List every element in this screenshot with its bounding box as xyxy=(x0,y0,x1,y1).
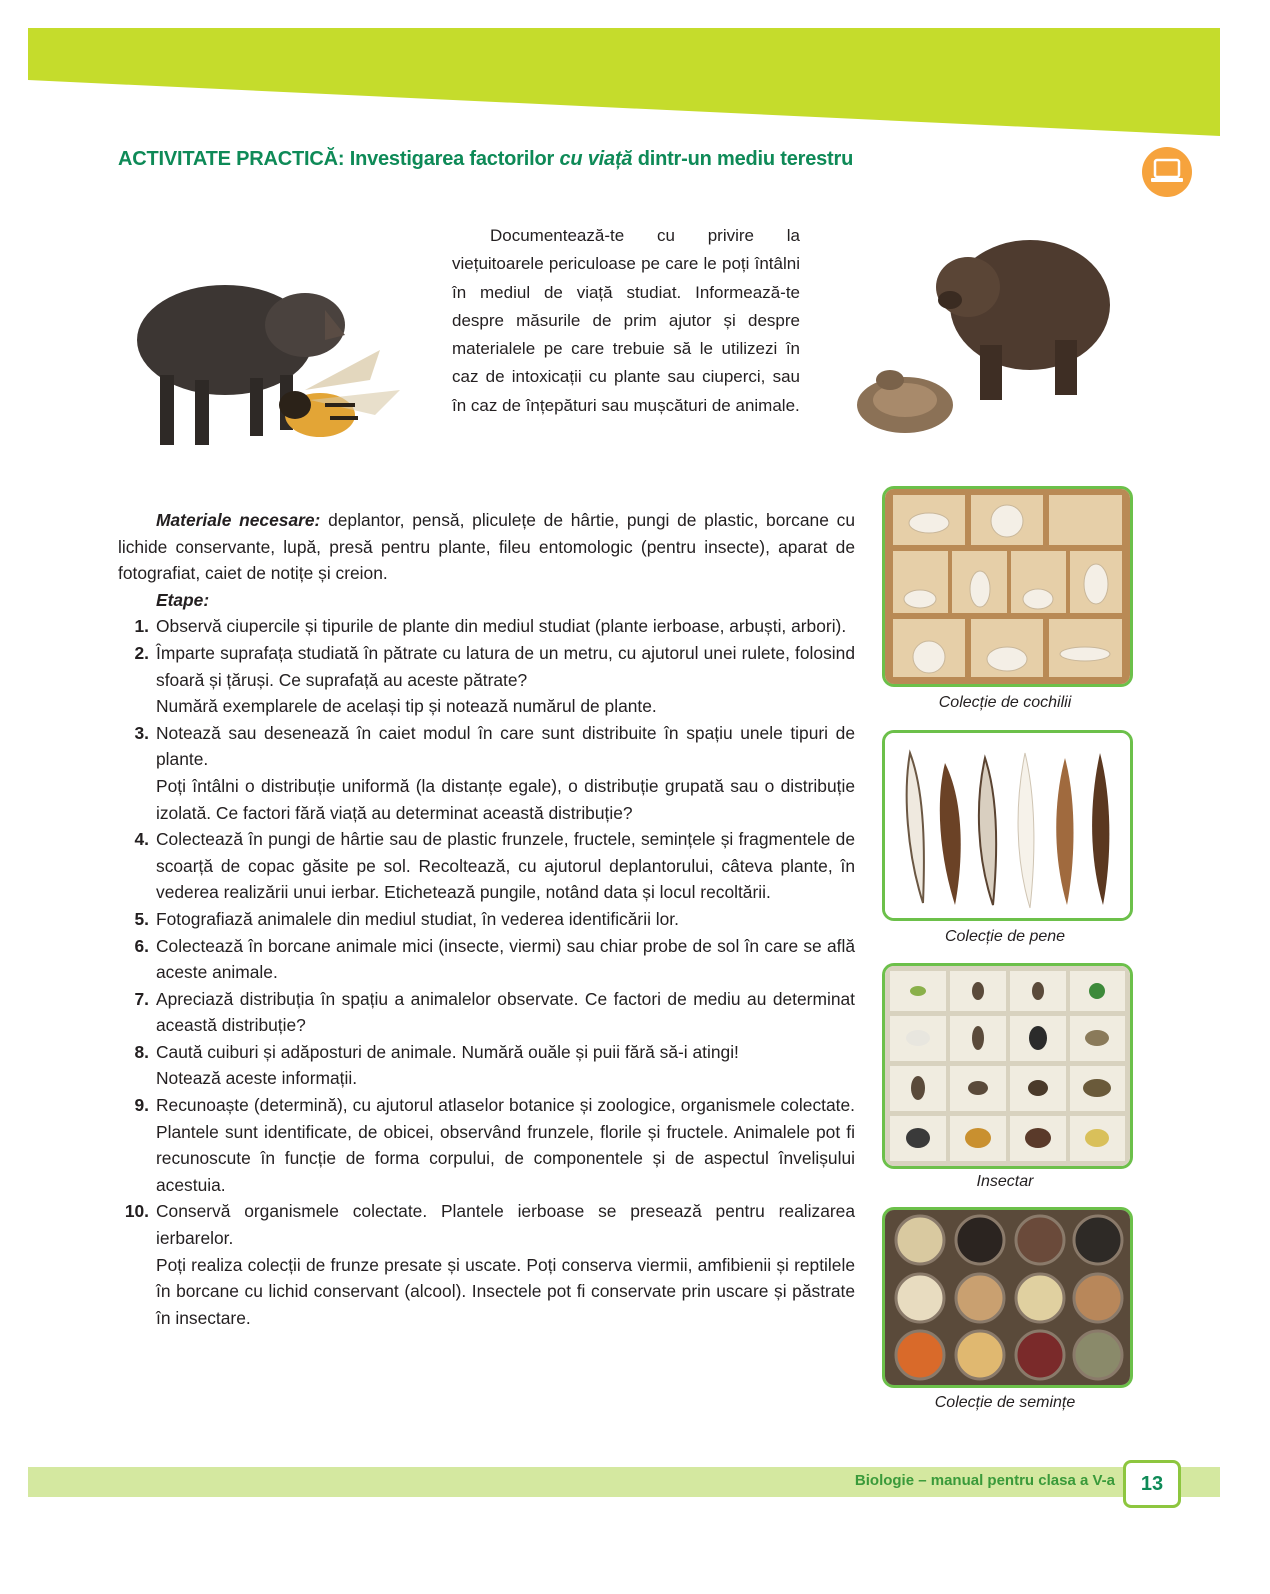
list-item: 4. Colectează în pungi de hârtie sau de plastic frunzele, fructele, semințele și fragmentele de scoarță de copac găsite pe sol. Recoltează, cu ajutorul deplantorului, câteva plante, în vederea realizării unui ierbar. Etichetează pungile, notând data și locul recoltării. xyxy=(134,829,855,903)
shells-caption: Colecție de cochilii xyxy=(938,694,1072,711)
list-item: 9. Recunoaște (determină), cu ajutorul atlaselor botanice și zoologice, organismele colectate. Plantele sunt identificate, de obicei, observând frunzele, florile și fructele. Animalele pot fi recunoscute în funcție de forma corpului, de componentele și de aspectul învelișului acestuia. xyxy=(134,1095,855,1195)
list-item: 2. Împarte suprafața studiată în pătrate cu latura de un metru, cu ajutorul unei rulete, folosind sfoară și țăruși. Ce suprafață au aceste pătrate? Numără exemplarele de același tip și notează numărul de plante. xyxy=(134,642,855,717)
feathers-caption: Colecție de pene xyxy=(944,928,1066,945)
list-item: 10. Conservă organismele colectate. Plantele ierboase se presează pentru realizarea ierbarelor. Poți realiza colecții de frunze presate și uscate. Poți conserva viermii, amfibienii și reptilele în borcane cu lichid conservant (alcool). Insectele pot fi conservate prin uscare și păstrate în insectare. xyxy=(124,1201,855,1328)
steps-list xyxy=(118,613,855,1331)
intro-paragraph: Documentează-te cu privire la viețuitoarele periculoase pe care le poți întâlni în mediul de viață studiat. Informează-te despre măsurile de prim ajutor și despre materialele pe care trebuie să le utilizezi în caz de intoxicații cu plante sau ciuperci, sau în caz de înțepături sau mușcături de animale. xyxy=(452,226,800,415)
insects-caption: Insectar xyxy=(976,1173,1034,1190)
footer-book-title: Biologie – manual pentru clasa a V-a xyxy=(854,1472,1115,1489)
shells-photo xyxy=(882,486,1133,687)
insect-collection-photo xyxy=(882,963,1133,1169)
page-title: ACTIVITATE PRACTICĂ: Investigarea factorilor cu viață dintr-un mediu terestru xyxy=(118,148,854,170)
list-item: 1. Observă ciupercile și tipurile de plante din mediul studiat (plante ierboase, arbuști, arbori). xyxy=(134,616,847,637)
feathers-photo xyxy=(882,730,1133,921)
list-item: 5. Fotografiază animalele din mediul studiat, în vederea identificării lor. xyxy=(134,908,679,929)
list-item: 6. Colectează în borcane animale mici (insecte, viermi) sau chiar probe de sol în care se află aceste animale. xyxy=(134,935,855,983)
page-number: 13 xyxy=(1123,1460,1181,1508)
list-item: 8. Caută cuiburi și adăposturi de animale. Numără ouăle și puii fără să-i atingi! Notează aceste informații. xyxy=(134,1041,739,1089)
bear-snake-photo xyxy=(850,215,1120,450)
list-item: 7. Apreciază distribuția în spațiu a animalelor observate. Ce factori de mediu au determinat această distribuție? xyxy=(134,988,855,1036)
steps-heading: Etape: xyxy=(156,589,210,610)
list-item: 3. Notează sau desenează în caiet modul în care sunt distribuite în spațiu unele tipuri de plante. Poți întâlni o distribuție uniformă (la distanțe egale), o distribuție grupată sau o distribuție izolată. Ce factori fără viață au determinat această distribuție? xyxy=(134,722,855,823)
activity-body xyxy=(118,507,855,1331)
materials-paragraph: Materiale necesare: deplantor, pensă, pliculețe de hârtie, pungi de plastic, borcane cu lichide conservante, lupă, presă pentru plante, fileu entomologic (pentru insecte), aparat de fotografiat, caiet de notițe și creion. xyxy=(118,510,855,584)
header-band xyxy=(0,0,1270,140)
seeds-caption: Colecție de semințe xyxy=(934,1394,1076,1411)
boar-wasp-photo xyxy=(120,240,410,470)
seeds-photo xyxy=(882,1207,1133,1388)
computer-icon[interactable] xyxy=(1142,147,1192,197)
